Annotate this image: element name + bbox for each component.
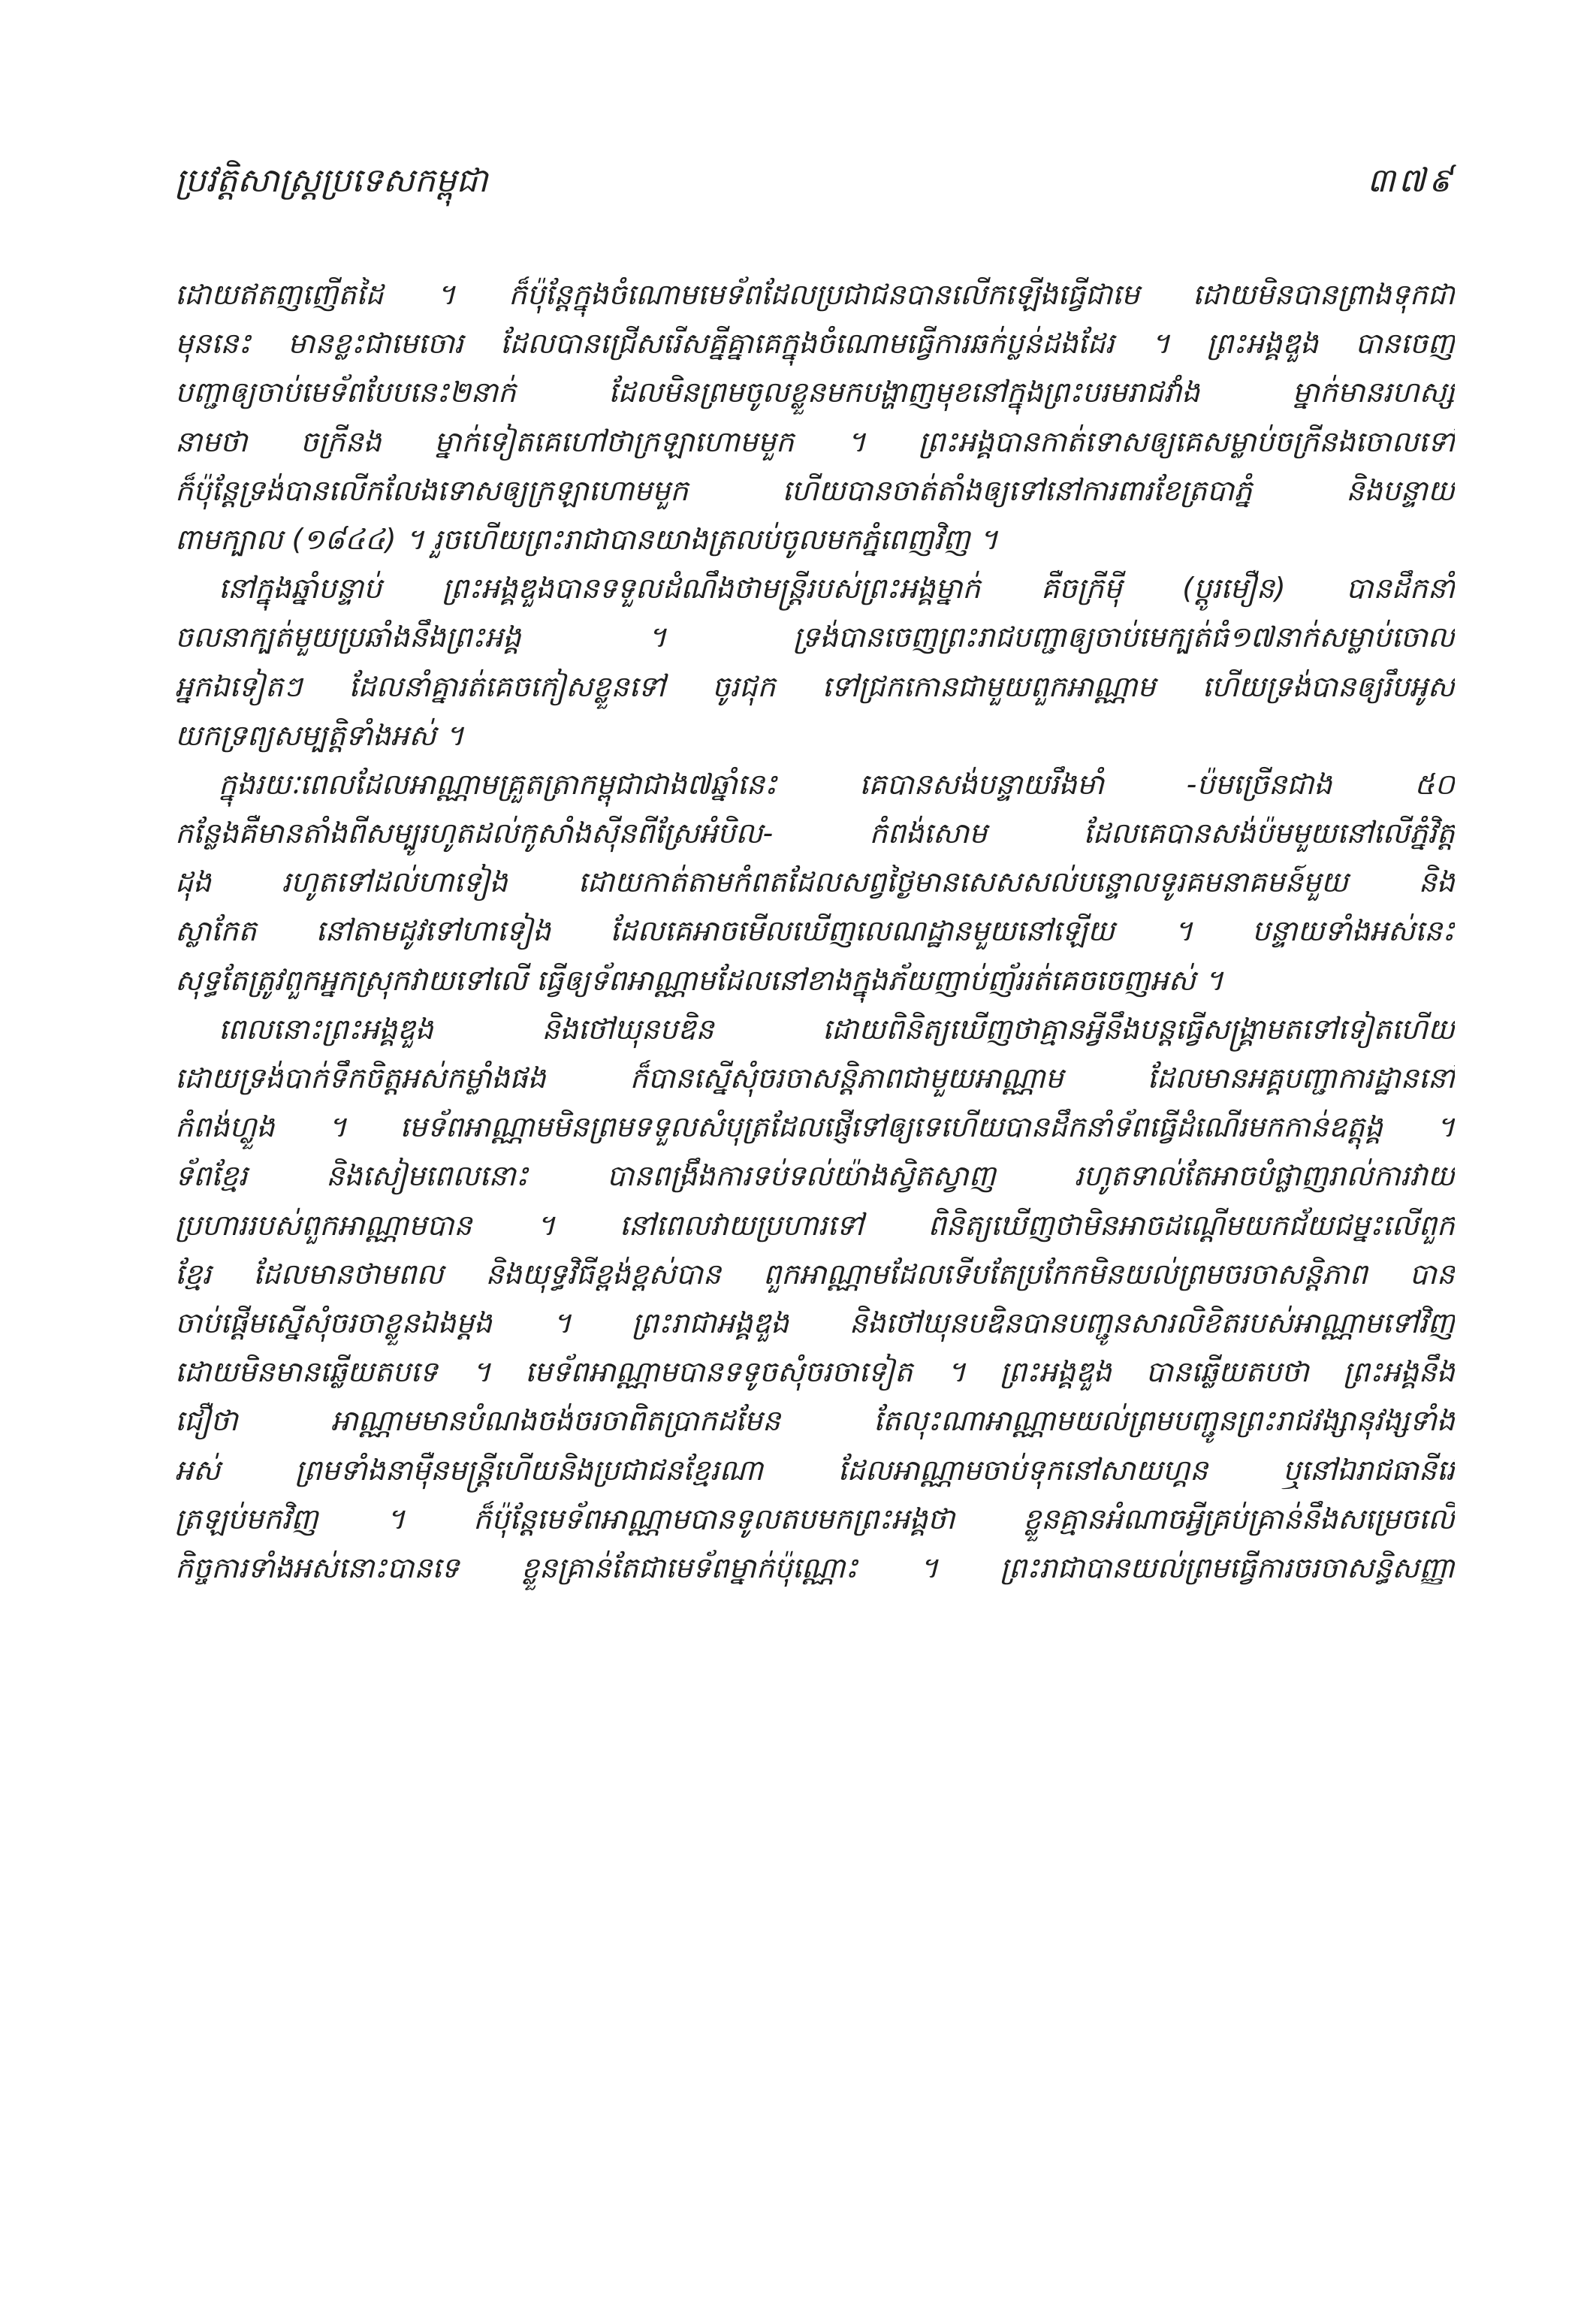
paragraph-4	[175, 1005, 1455, 1593]
text-line: ត្រឡប់មកវិញ ។ ក៏ប៉ុន្តែមេទ័ពអាណ្ណាមបានទូលតបមកព្រះអង្គថា ខ្លួនគ្មានអំណាចអ្វីគ្រប់គ្រាន់នឹងសម្រេចលើ	[175, 1502, 1455, 1535]
text-line: កិច្ចការទាំងអស់នោះបានទេ ខ្លួនគ្រាន់តែជាមេទ័ពម្នាក់ប៉ុណ្ណោះ ។ ព្រះរាជាបានយល់ព្រមធ្វើការចរចាសន្ធិសញ្ញា	[175, 1551, 1455, 1584]
paragraph-2	[175, 564, 1455, 760]
text-line: ដុង រហូតទៅដល់ហាទៀង ដោយកាត់តាមកំពតដែលសព្វថ្ងៃមានសេសសល់បន្ទោលទូរគមនាគមន៍មួយ និង	[175, 865, 1455, 899]
text-line: ដោយឥតញញើតដៃ ។ ក៏ប៉ុន្តែក្នុងចំណោមមេទ័ពដែលប្រជាជនបានលើកឡើងធ្វើជាមេ ដោយមិនបានព្រាងទុកជា	[175, 278, 1455, 311]
text-line: ស្លាកែត នៅតាមដូវទៅហាទៀង ដែលគេអាចមើលឃើញលេណដ្ឋានមួយនៅឡើយ ។ បន្ទាយទាំងអស់នេះ	[175, 914, 1455, 948]
paragraph-3	[175, 760, 1455, 1005]
text-line: យកទ្រព្យសម្បត្តិទាំងអស់ ។	[175, 718, 464, 752]
text-line: ក្នុងរយៈពេលដែលអាណ្ណាមគ្រួតត្រាកម្ពុជាជាង៧ឆ្នាំនេះ គេបានសង់បន្ទាយរឹងមាំ -ប៉មច្រើនជាង ៥០	[219, 767, 1455, 801]
text-line: ពេលនោះព្រះអង្គឌួង និងថៅឃុនបឌិន ដោយពិនិត្យឃើញថាគ្មានអ្វីនឹងបន្តធ្វើសង្គ្រាមតទៅទៀតហើយ	[219, 1012, 1455, 1046]
text-line: កំពង់ហ្លួង ។ មេទ័ពអាណ្ណាមមិនព្រមទទួលសំបុត្រដែលផ្ញើទៅឲ្យទេហើយបានដឹកនាំទ័ពធ្វើដំណើរមកកាន់ឧត្តុង្គ ។	[175, 1110, 1455, 1144]
text-line: ជឿថា អាណ្ណាមមានបំណងចង់ចរចាពិតប្រាកដមែន តែលុះណាអាណ្ណាមយល់ព្រមបញ្ជូនព្រះរាជវង្សានុវង្សទាំង	[175, 1404, 1455, 1438]
text-line: ប្រហាររបស់ពួកអាណ្ណាមបាន ។ នៅពេលវាយប្រហារទៅ ពិនិត្យឃើញថាមិនអាចដណ្ដើមយកជ័យជម្នះលើពួក	[175, 1208, 1455, 1242]
text-line: ចលនាក្បត់មួយប្រឆាំងនឹងព្រះអង្គ ។ ទ្រង់បានចេញព្រះរាជបញ្ជាឲ្យចាប់មេក្បត់ធំ១៧នាក់សម្លាប់ចោល	[175, 621, 1455, 654]
text-line: នាមថា ចក្រីនង ម្នាក់ទៀតគេហៅថាក្រឡាហោមមួក ។ ព្រះអង្គបានកាត់ទោសឲ្យគេសម្លាប់ចក្រីនងចោលទៅ	[175, 424, 1455, 458]
text-line: ដោយទ្រង់បាក់ទឹកចិត្តអស់កម្លាំងផង ក៏បានស្នើសុំចរចាសន្តិភាពជាមួយអាណ្ណាម ដែលមានអគ្គបញ្ជាការដ្ឋាននៅ	[175, 1061, 1455, 1095]
text-line: អស់ ព្រមទាំងនាម៉ឺនមន្ត្រីហើយនិងប្រជាជនខ្មែរណា ដែលអាណ្ណាមចាប់ទុកនៅសាយហ្គន ឬនៅឯរាជធានីវេ	[175, 1453, 1455, 1487]
text-line: ខ្មែរ ដែលមានថាមពល និងយុទ្ធវិធីខ្ពង់ខ្ពស់បាន ពួកអាណ្ណាមដែលទើបតែប្រកែកមិនយល់ព្រមចរចាសន្តិភាព បាន	[175, 1257, 1455, 1291]
text-line: ចាប់ផ្ដើមស្នើសុំចរចាខ្លួនឯងម្ដង ។ ព្រះរាជាអង្គឌួង និងថៅឃុនបឌិនបានបញ្ជូនសារលិខិតរបស់អាណ្ណាមទៅវិញ	[175, 1306, 1455, 1339]
text-line: កន្លែងគឺមានតាំងពីសម្បូរហូតដល់កូសាំងស៊ីនពីស្រែអំបិល- កំពង់សោម ដែលគេបានសង់ប៉មមួយនៅលើភ្នំវិត្ត	[175, 817, 1455, 850]
body-text	[175, 270, 1455, 1593]
running-header	[175, 154, 1455, 214]
paragraph-1	[175, 270, 1455, 564]
text-line: ដោយមិនមានឆ្លើយតបទេ ។ មេទ័ពអាណ្ណាមបានទទូចសុំចរចាទៀត ។ ព្រះអង្គឌួង បានឆ្លើយតបថា ព្រះអង្គនឹង	[175, 1355, 1455, 1389]
text-line: ពាមក្បាល (១៨៤៤) ។ រួចហើយព្រះរាជាបានយាងត្រលប់ចូលមកភ្នំពេញវិញ ។	[175, 522, 998, 556]
text-line: ក៏ប៉ុន្តែទ្រង់បានលើកលែងទោសឲ្យក្រឡាហោមមួក ហើយបានចាត់តាំងឲ្យទៅនៅការពារខែត្របាភ្នំ និងបន្ទាយ	[175, 473, 1455, 507]
text-line: មុននេះ មានខ្លះជាមេចោរ ដែលបានជ្រើសរើសគ្នីគ្នាគេក្នុងចំណោមធ្វើការឆក់ប្លន់ដងដែរ ។ ព្រះអង្គឌួង បានចេញ	[175, 327, 1455, 361]
text-line: ទ័ពខ្មែរ និងសៀមពេលនោះ បានពង្រឹងការទប់ទល់យ៉ាងស្វិតស្វាញ រហូតទាល់តែអាចបំផ្លាញរាល់ការវាយ	[175, 1159, 1455, 1193]
text-line: អ្នកឯទៀតៗ ដែលនាំគ្នារត់គេចកៀសខ្លួនទៅ ចូរជុក ទៅជ្រកកោនជាមួយពួកអាណ្ណាម ហើយទ្រង់បានឲ្យរឹបអូស	[175, 669, 1455, 703]
page-number: ៣៧៩	[1367, 162, 1455, 200]
text-line: នៅក្នុងឆ្នាំបន្ទាប់ ព្រះអង្គឌួងបានទទួលដំណឹងថាមន្ត្រីរបស់ព្រះអង្គម្នាក់ គឺចក្រីមុី (ប្ដូរមឿន) បានដឹកនាំ	[219, 572, 1455, 605]
text-line: សុទ្ធតែត្រូវពួកអ្នកស្រុកវាយទៅលើ ធ្វើឲ្យទ័ពអាណ្ណាមដែលនៅខាងក្នុងភ័យញាប់ញ័ររត់គេចចេញអស់ ។	[175, 963, 1223, 997]
text-line: បញ្ជាឲ្យចាប់មេទ័ពបែបនេះ២នាក់ ដែលមិនព្រមចូលខ្លួនមកបង្ហាញមុខនៅក្នុងព្រះបរមរាជវាំង ម្នាក់មានរហស្ស	[175, 376, 1455, 409]
book-title: ប្រវត្តិសាស្ត្រប្រទេសកម្ពុជា	[175, 162, 488, 200]
